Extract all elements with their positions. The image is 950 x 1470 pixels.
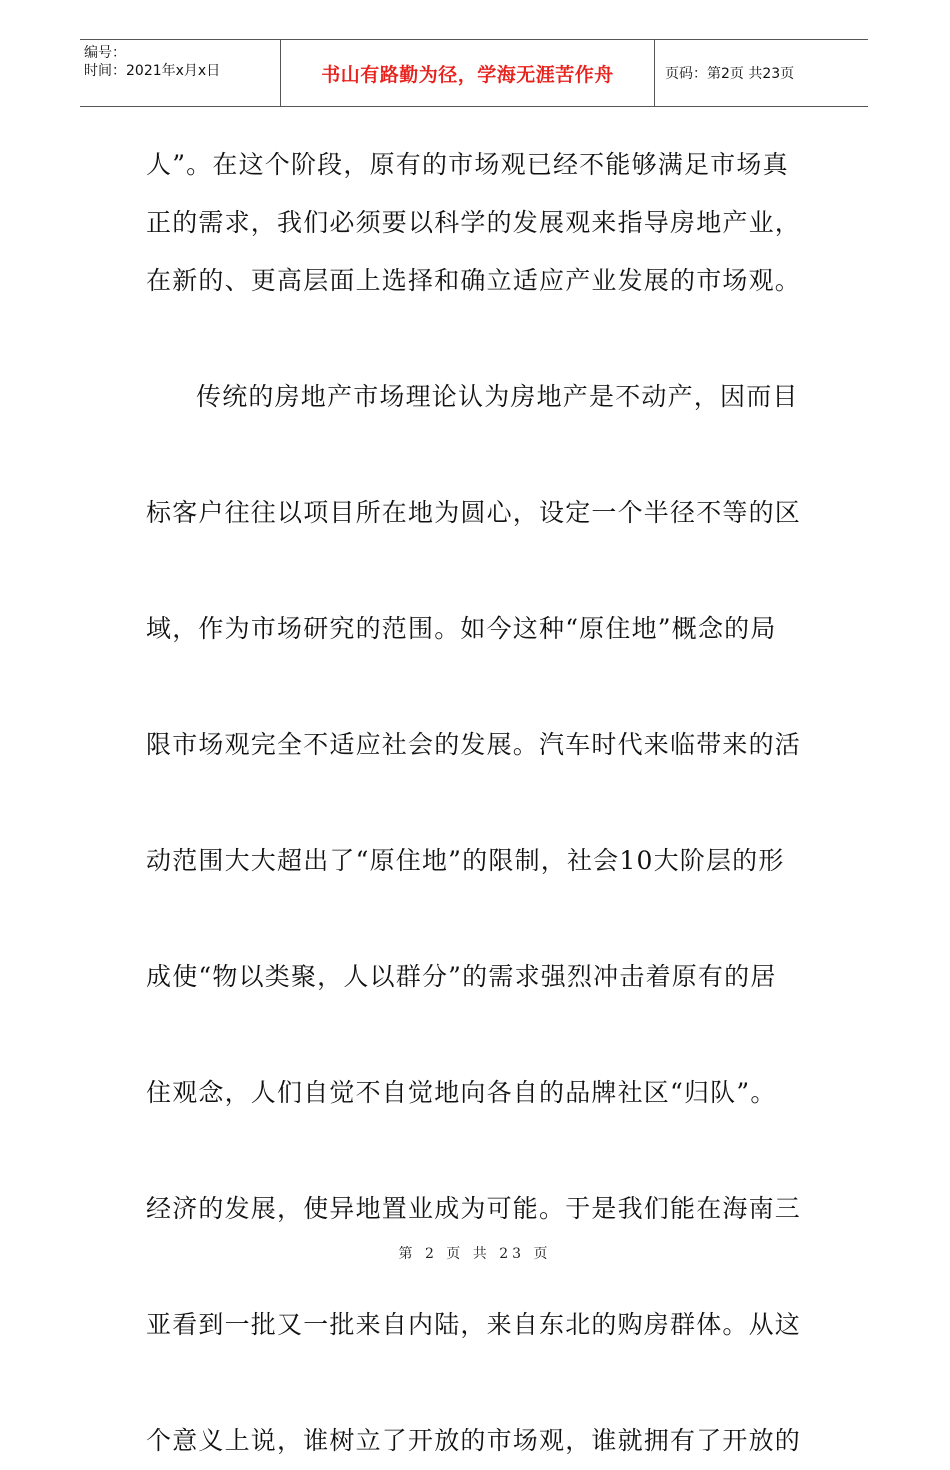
header-motto: 书山有路勤为径，学海无涯苦作舟 bbox=[321, 63, 614, 86]
footer-page-number: 第 2 页 共 23 页 bbox=[398, 1246, 552, 1262]
paragraph-gap bbox=[146, 658, 816, 716]
text-line: 亚看到一批又一批来自内陆，来自东北的购房群体。从这 bbox=[146, 1310, 802, 1339]
text-line: 成使“物以类聚，人以群分”的需求强烈冲击着原有的居 bbox=[146, 962, 777, 991]
header-meta-cell bbox=[80, 40, 281, 106]
text-line: 个意义上说，谁树立了开放的市场观，谁就拥有了开放的 bbox=[146, 1426, 802, 1455]
paragraph-first-line: 传统的房地产市场理论认为房地产是不动产，因而目 bbox=[196, 382, 799, 411]
paragraph-gap bbox=[146, 774, 816, 832]
paragraph-gap bbox=[146, 1122, 816, 1180]
paragraph-gap bbox=[146, 890, 816, 948]
paragraph-gap bbox=[146, 1006, 816, 1064]
text-line: 限市场观完全不适应社会的发展。汽车时代来临带来的活 bbox=[146, 730, 802, 759]
text-line: 经济的发展，使异地置业成为可能。于是我们能在海南三 bbox=[146, 1194, 802, 1223]
paragraph-gap bbox=[146, 310, 816, 368]
paragraph-gap bbox=[146, 1354, 816, 1412]
document-number-label: 编号： bbox=[84, 45, 126, 61]
text-line: 动范围大大超出了“原住地”的限制，社会10大阶层的形 bbox=[146, 846, 785, 875]
body-text bbox=[146, 136, 816, 1470]
header-page-cell bbox=[655, 40, 868, 106]
page-footer bbox=[0, 1243, 950, 1263]
text-line: 标客户往往以项目所在地为圆心，设定一个半径不等的区 bbox=[146, 498, 802, 527]
paragraph-gap bbox=[146, 542, 816, 600]
header-page-info: 页码：第2页 共23页 bbox=[665, 66, 795, 82]
header-motto-cell bbox=[281, 40, 655, 106]
text-line: 在新的、更高层面上选择和确立适应产业发展的市场观。 bbox=[146, 266, 802, 295]
text-line: 住观念，人们自觉不自觉地向各自的品牌社区“归队”。 bbox=[146, 1078, 777, 1107]
document-header bbox=[80, 39, 868, 107]
text-line: 正的需求，我们必须要以科学的发展观来指导房地产业， bbox=[146, 208, 802, 237]
document-date: 时间：2021年x月x日 bbox=[84, 63, 221, 79]
text-line: 域，作为市场研究的范围。如今这种“原住地”概念的局 bbox=[146, 614, 777, 643]
text-line: 人”。在这个阶段，原有的市场观已经不能够满足市场真 bbox=[146, 150, 789, 179]
paragraph-gap bbox=[146, 426, 816, 484]
